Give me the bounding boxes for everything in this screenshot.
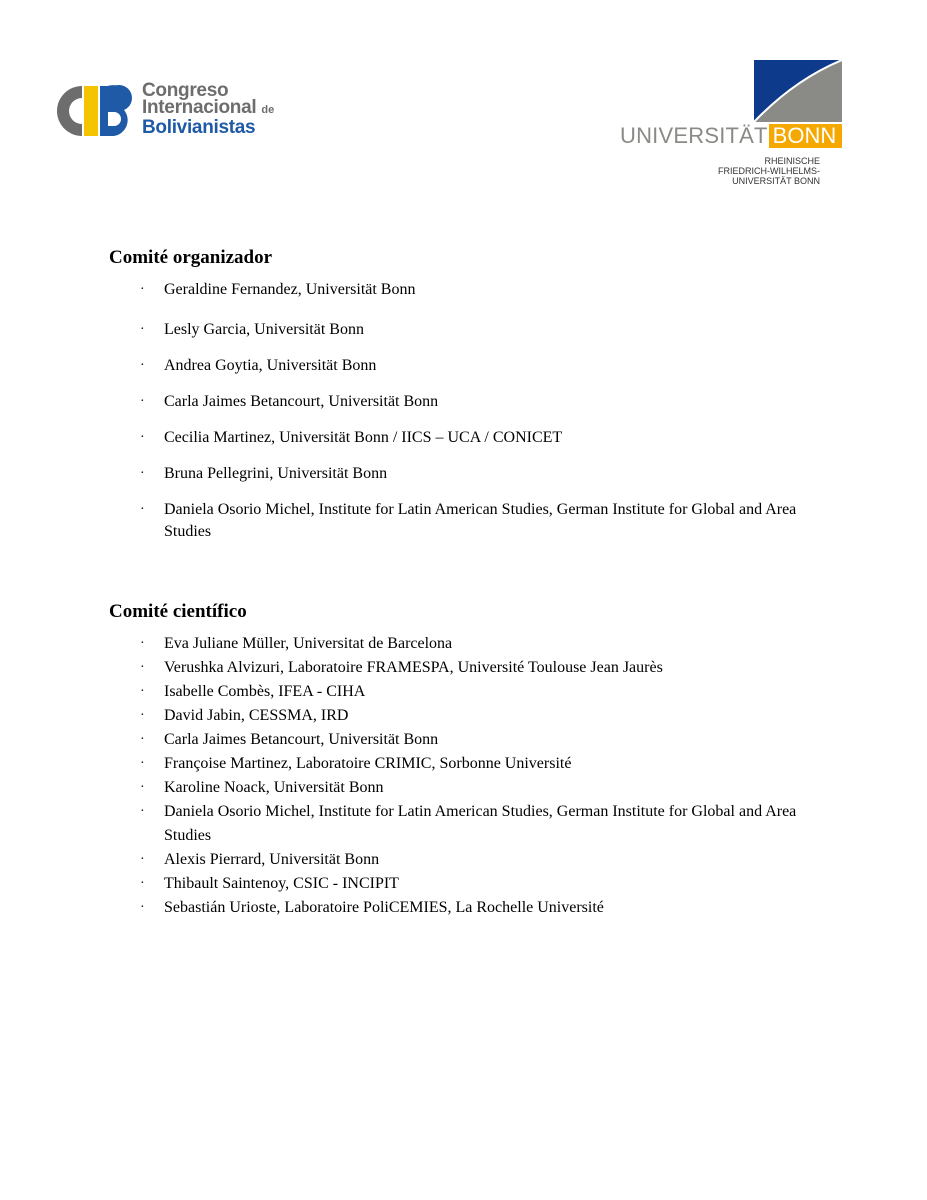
member-name: Eva Juliane Müller, Universitat de Barcelona xyxy=(164,635,453,652)
list-item xyxy=(0,656,927,680)
list-item xyxy=(0,463,927,485)
member-name: Daniela Osorio Michel, Institute for Latin American Studies, German Institute for Global and Area Studies xyxy=(164,501,797,540)
list-item xyxy=(0,896,927,920)
bullet: · xyxy=(140,466,145,481)
member-name: Alexis Pierrard, Universität Bonn xyxy=(164,851,380,868)
list-item xyxy=(0,800,927,848)
member-name: Daniela Osorio Michel, Institute for Latin American Studies, German Institute for Global and Area Studies xyxy=(164,803,797,844)
list-item xyxy=(0,319,927,341)
member-name: Cecilia Martinez, Universität Bonn / IICS – UCA / CONICET xyxy=(164,429,563,446)
scientific-heading: Comité científico xyxy=(109,601,247,622)
organizing-list xyxy=(0,279,927,557)
member-name: Françoise Martinez, Laboratoire CRIMIC, Sorbonne Université xyxy=(164,755,572,772)
list-item xyxy=(0,704,927,728)
list-item xyxy=(0,848,927,872)
bullet: · xyxy=(140,502,145,517)
list-item xyxy=(0,391,927,413)
organizing-heading: Comité organizador xyxy=(109,247,273,268)
bullet: · xyxy=(140,636,145,651)
member-name: Andrea Goytia, Universität Bonn xyxy=(164,357,377,374)
bullet: · xyxy=(140,900,145,915)
cib-line-3: Bolivianistas xyxy=(142,117,256,138)
bonn-wordmark xyxy=(620,124,842,148)
list-item xyxy=(0,728,927,752)
cib-line-2: Internacional de xyxy=(142,97,275,118)
member-name: Sebastián Urioste, Laboratoire PoliCEMIES, La Rochelle Université xyxy=(164,899,604,916)
bullet: · xyxy=(140,684,145,699)
bonn-word-universitat: UNIVERSITÄT xyxy=(620,123,768,148)
list-item xyxy=(0,427,927,449)
bullet: · xyxy=(140,430,145,445)
scientific-list xyxy=(0,632,927,920)
bonn-emblem-icon xyxy=(754,60,842,122)
list-item xyxy=(0,632,927,656)
member-name: Karoline Noack, Universität Bonn xyxy=(164,779,384,796)
bullet: · xyxy=(140,394,145,409)
bonn-word-bonn: BONN xyxy=(769,124,843,148)
cib-wordmark xyxy=(142,82,274,136)
member-name: Carla Jaimes Betancourt, Universität Bonn xyxy=(164,393,439,410)
member-name: Thibault Saintenoy, CSIC - INCIPIT xyxy=(164,875,399,892)
member-name: David Jabin, CESSMA, IRD xyxy=(164,707,349,724)
member-name: Isabelle Combès, IFEA - CIHA xyxy=(164,683,366,700)
list-item xyxy=(0,776,927,800)
bullet: · xyxy=(140,708,145,723)
bullet: · xyxy=(140,358,145,373)
bullet: · xyxy=(140,322,145,337)
member-name: Geraldine Fernandez, Universität Bonn xyxy=(164,281,416,298)
cib-line-1: Congreso xyxy=(142,80,229,101)
cib-logo xyxy=(52,82,302,142)
member-name: Bruna Pellegrini, Universität Bonn xyxy=(164,465,388,482)
list-item xyxy=(0,499,927,543)
bonn-subtitle: RHEINISCHE FRIEDRICH-WILHELMS- UNIVERSITÄT BONN xyxy=(717,156,820,186)
bullet: · xyxy=(140,282,145,297)
list-item xyxy=(0,752,927,776)
list-item xyxy=(0,680,927,704)
list-item xyxy=(0,279,927,301)
bullet: · xyxy=(140,780,145,795)
cib-emblem-icon xyxy=(52,82,134,140)
bullet: · xyxy=(140,852,145,867)
bonn-logo xyxy=(620,60,845,190)
bullet: · xyxy=(140,660,145,675)
list-item xyxy=(0,872,927,896)
bullet: · xyxy=(140,756,145,771)
bullet: · xyxy=(140,876,145,891)
member-name: Verushka Alvizuri, Laboratoire FRAMESPA, Université Toulouse Jean Jaurès xyxy=(164,659,663,676)
member-name: Lesly Garcia, Universität Bonn xyxy=(164,321,364,338)
bullet: · xyxy=(140,804,145,819)
list-item xyxy=(0,355,927,377)
member-name: Carla Jaimes Betancourt, Universität Bonn xyxy=(164,731,439,748)
bullet: · xyxy=(140,732,145,747)
